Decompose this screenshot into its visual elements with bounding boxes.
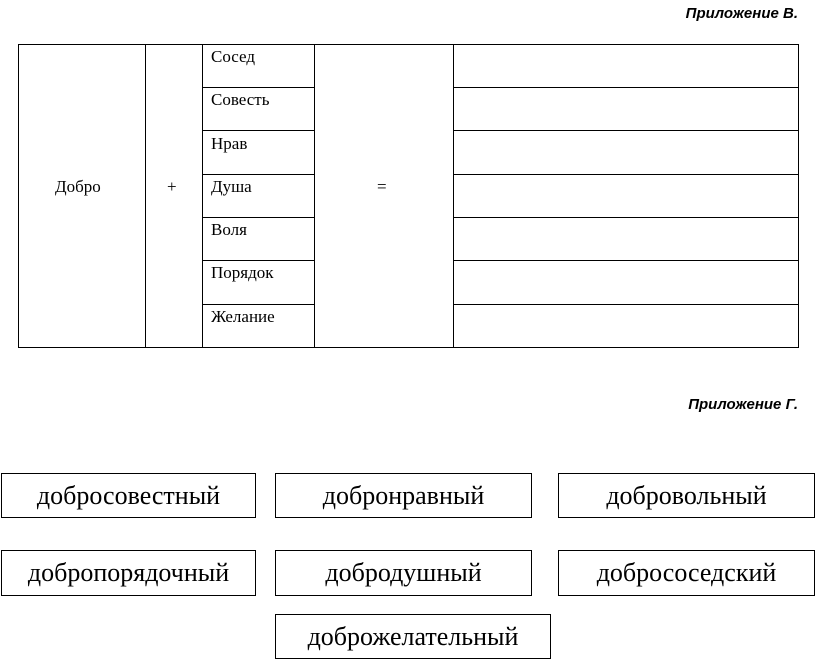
table-frame (18, 44, 799, 348)
word-cell: Сосед (211, 47, 255, 66)
word-cell: Нрав (211, 134, 248, 153)
word-card[interactable]: добрососедский (558, 550, 815, 596)
row-divider (202, 304, 314, 305)
word-card[interactable]: добронравный (275, 473, 532, 518)
word-card[interactable]: добродушный (275, 550, 532, 596)
plus-sign: + (167, 177, 177, 196)
equals-sign: = (377, 177, 387, 196)
word-card[interactable]: доброжелательный (275, 614, 551, 659)
row-divider (453, 130, 799, 131)
appendix-g-title: Приложение Г. (688, 396, 798, 413)
row-divider (453, 260, 799, 261)
word-cell: Воля (211, 220, 247, 239)
row-divider (453, 87, 799, 88)
word-card[interactable]: добросовестный (1, 473, 256, 518)
column-divider (145, 44, 146, 348)
word-cell: Желание (211, 307, 275, 326)
word-card[interactable]: добропорядочный (1, 550, 256, 596)
row-divider (453, 217, 799, 218)
root-word-cell: Добро (55, 177, 101, 196)
word-card[interactable]: добровольный (558, 473, 815, 518)
column-divider (202, 44, 203, 348)
column-divider (314, 44, 315, 348)
word-cell: Совесть (211, 90, 270, 109)
row-divider (453, 174, 799, 175)
row-divider (202, 87, 314, 88)
row-divider (202, 174, 314, 175)
row-divider (202, 260, 314, 261)
row-divider (202, 217, 314, 218)
column-divider (453, 44, 454, 348)
appendix-v-title: Приложение В. (685, 5, 798, 22)
row-divider (202, 130, 314, 131)
word-cell: Порядок (211, 263, 274, 282)
word-cell: Душа (211, 177, 252, 196)
row-divider (453, 304, 799, 305)
